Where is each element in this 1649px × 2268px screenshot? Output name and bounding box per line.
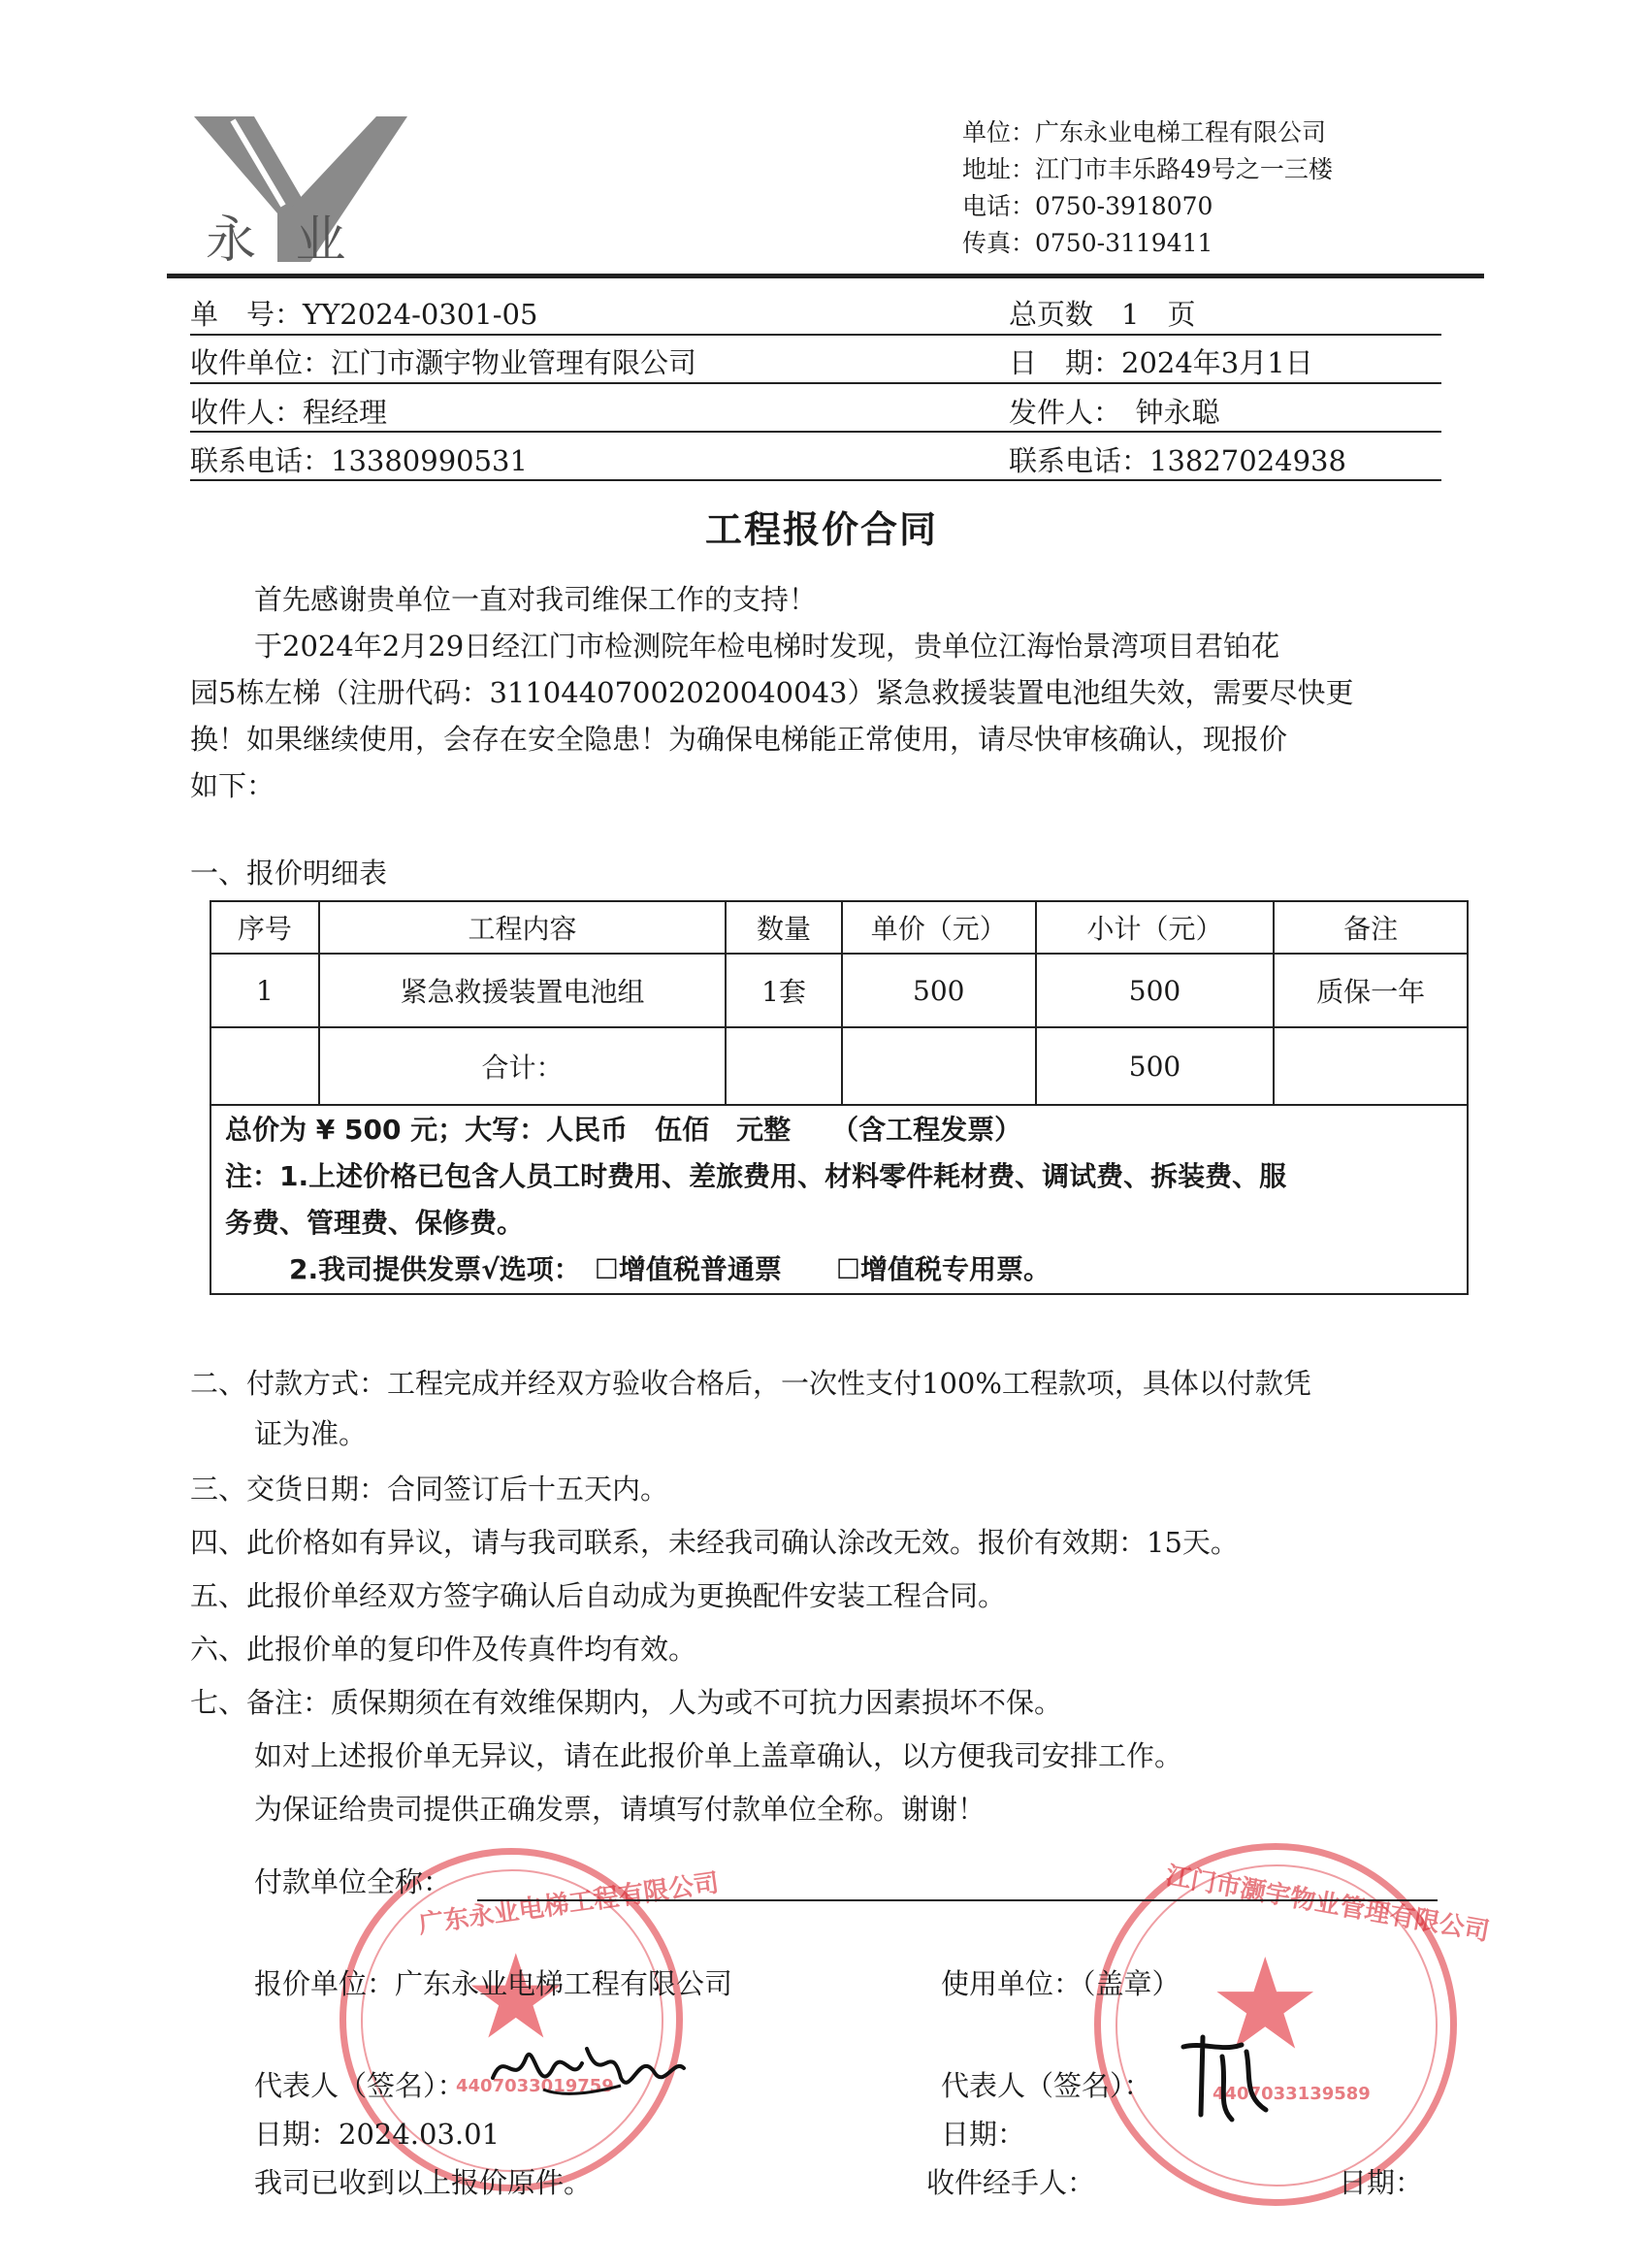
letterhead-fax: 传真：0750-3119411 <box>962 229 1213 257</box>
recipient-phone: 联系电话：13380990531 <box>190 444 528 477</box>
clause-8: 如对上述报价单无异议，请在此报价单上盖章确认，以方便我司安排工作。 <box>254 1739 1183 1772</box>
date-left: 日期：2024.03.01 <box>254 2118 501 2151</box>
note-2-invoice-options: 2.我司提供发票√选项： ☐增值税普通票 ☐增值税专用票。 <box>289 1253 1051 1285</box>
cell-unit-price: 500 <box>842 954 1036 1027</box>
intro-line-5: 如下： <box>190 769 275 802</box>
notes-box <box>210 1101 1469 1295</box>
left-handwritten-signature <box>485 2029 689 2107</box>
quote-unit: 报价单位：广东永业电梯工程有限公司 <box>254 1967 733 2000</box>
row-line-1 <box>190 334 1441 336</box>
intro-line-4: 换！如果继续使用，会存在安全隐患！为确保电梯能正常使用，请尽快审核确认，现报价 <box>190 723 1288 756</box>
table-row <box>210 954 1468 1027</box>
right-handwritten-signature <box>1174 2027 1280 2124</box>
table-total-row <box>210 1027 1468 1105</box>
payer-name-line[interactable] <box>477 1899 1438 1901</box>
sender-phone: 联系电话：13827024938 <box>1009 444 1346 477</box>
intro-line-1: 首先感谢贵单位一直对我司维保工作的支持！ <box>254 583 818 616</box>
payer-name-label: 付款单位全称： <box>254 1865 452 1898</box>
cell-subtotal: 500 <box>1036 954 1275 1027</box>
cell-quantity: 1套 <box>726 954 842 1027</box>
clause-6: 六、此报价单的复印件及传真件均有效。 <box>190 1633 697 1666</box>
letterhead-address: 地址：江门市丰乐路49号之一三楼 <box>962 155 1333 183</box>
header-quantity: 数量 <box>726 901 842 954</box>
seal-star-icon: ★ <box>464 1930 568 2065</box>
header-unit-price: 单价（元） <box>842 901 1036 954</box>
clause-5: 五、此报价单经双方签字确认后自动成为更换配件安装工程合同。 <box>190 1579 1007 1612</box>
intro-line-3: 园5栋左梯（注册代码：31104407002020040043）紧急救援装置电池组失效，需要尽快更 <box>190 676 1354 709</box>
total-price-line: 总价为 ¥ 500 元；大写：人民币 伍佰 元整 （含工程发票） <box>225 1114 1022 1146</box>
row-line-3 <box>190 431 1441 433</box>
date-right: 日期： <box>941 2118 1026 2151</box>
header-remark: 备注 <box>1274 901 1468 954</box>
clause-2-line-a: 二、付款方式：工程完成并经双方验收合格后，一次性支付100%工程款项，具体以付款凭 <box>190 1367 1311 1400</box>
header-content: 工程内容 <box>319 901 726 954</box>
clause-4: 四、此价格如有异议，请与我司联系，未经我司确认涂改无效。报价有效期：15天。 <box>190 1526 1239 1559</box>
left-seal-text: 广东永业电梯工程有限公司 <box>416 1868 721 1940</box>
letterhead-divider <box>167 274 1484 278</box>
clause-2-line-b: 证为准。 <box>254 1417 368 1450</box>
received-note: 我司已收到以上报价原件。 <box>254 2166 593 2199</box>
letterhead-phone: 电话：0750-3918070 <box>962 192 1213 220</box>
note-1-line-a: 注：1.上述价格已包含人员工时费用、差旅费用、材料零件耗材费、调试费、拆装费、服 <box>225 1160 1287 1192</box>
cell-remark: 质保一年 <box>1274 954 1468 1027</box>
total-value: 500 <box>1036 1027 1275 1105</box>
document-title: 工程报价合同 <box>705 508 939 551</box>
row-line-2 <box>190 382 1441 384</box>
handler-label: 收件经手人： <box>926 2166 1096 2199</box>
intro-line-2: 于2024年2月29日经江门市检测院年检电梯时发现，贵单位江海怡景湾项目君铂花 <box>254 630 1280 663</box>
seal-star-icon: ★ <box>1209 1930 1322 2078</box>
recipient-name: 收件人：程经理 <box>190 396 388 429</box>
header-index: 序号 <box>210 901 319 954</box>
right-seal-code: 4407033139589 <box>1212 2084 1371 2104</box>
rep-right-label: 代表人（签名）： <box>941 2069 1152 2102</box>
clause-3: 三、交货日期：合同签订后十五天内。 <box>190 1473 669 1506</box>
recipient-unit: 收件单位：江门市灏宇物业管理有限公司 <box>190 346 697 379</box>
table-header-row <box>210 901 1468 954</box>
doc-number: 单 号：YY2024-0301-05 <box>190 298 538 331</box>
section-1-heading: 一、报价明细表 <box>190 857 388 890</box>
use-unit: 使用单位：（盖章） <box>941 1967 1180 2000</box>
rep-left-label: 代表人（签名）： <box>254 2069 466 2102</box>
note-1-line-b: 务费、管理费、保修费。 <box>225 1207 525 1239</box>
header-subtotal: 小计（元） <box>1036 901 1275 954</box>
cell-index: 1 <box>210 954 319 1027</box>
clause-7: 七、备注：质保期须在有效维保期内，人为或不可抗力因素损坏不保。 <box>190 1686 1063 1719</box>
left-seal-code: 4407033019759 <box>456 2076 614 2096</box>
sender-name: 发件人： 钟永聪 <box>1009 396 1220 429</box>
letterhead-company: 单位：广东永业电梯工程有限公司 <box>962 118 1327 146</box>
doc-date: 日 期：2024年3月1日 <box>1009 346 1313 379</box>
cell-content: 紧急救援装置电池组 <box>319 954 726 1027</box>
right-seal-text: 江门市灏宇物业管理有限公司 <box>1163 1861 1492 1948</box>
clause-9: 为保证给贵司提供正确发票，请填写付款单位全称。谢谢！ <box>254 1793 986 1826</box>
row-line-4 <box>190 479 1441 481</box>
quote-table <box>210 900 1469 1106</box>
logo-text: 永 业 <box>206 211 358 270</box>
total-pages: 总页数 1 页 <box>1009 298 1196 331</box>
handler-date-label: 日期： <box>1339 2166 1424 2199</box>
total-label: 合计： <box>319 1027 726 1105</box>
